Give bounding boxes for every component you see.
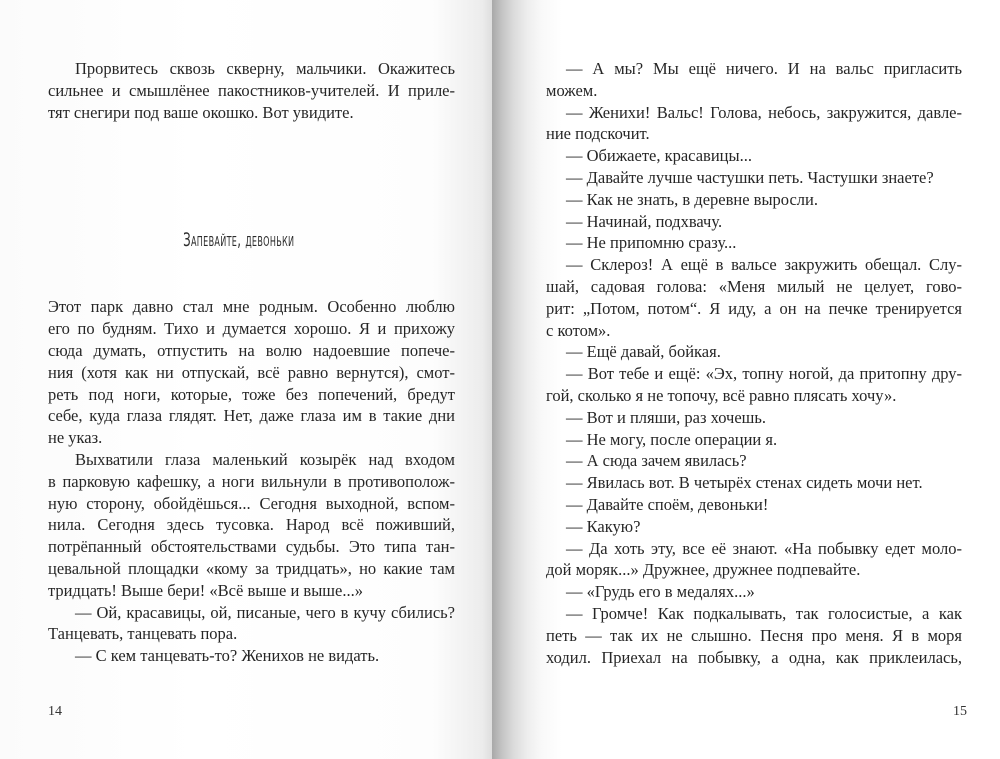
paragraph xyxy=(48,602,455,646)
paragraph xyxy=(546,102,962,146)
text-line: — Явилась вот. В четырёх стенах сидеть мочи нет. xyxy=(566,473,923,493)
paragraph xyxy=(546,341,962,363)
text-line: сильнее и смышлёнее пакостников-учителей. И приле- xyxy=(48,80,455,100)
text-line: ние подскочит. xyxy=(546,124,650,144)
text-line: — Начинай, подхвачу. xyxy=(566,211,723,231)
text-line: — Вот тебе и ещё: «Эх, топну ногой, да притопну дру- xyxy=(566,364,962,384)
text-line: цевальной площадки «кому за тридцать», но какие там xyxy=(48,558,455,578)
text-line: гой, сколько я не топочу, всё равно плясать хочу». xyxy=(546,385,897,405)
text-line: шай, садовая голова: «Меня милый не целует, гово- xyxy=(546,276,962,296)
paragraph xyxy=(546,254,962,341)
text-line: Выхватили глаза маленький козырёк над входом xyxy=(75,449,455,469)
text-line: — Женихи! Вальс! Голова, небось, закружится, давле- xyxy=(566,102,962,122)
text-line: тят снегири под ваше окошко. Вот увидите. xyxy=(48,102,354,122)
paragraph xyxy=(546,189,962,211)
paragraph xyxy=(48,449,455,602)
text-line: ную сторону, обойдёшься... Сегодня выходной, вспом- xyxy=(48,493,455,513)
paragraph xyxy=(546,145,962,167)
text-line: — Не припомню сразу... xyxy=(566,233,737,253)
text-line: ния (хотя как ни отпускай, всё равно вернутся), смот- xyxy=(48,362,455,382)
paragraph xyxy=(546,167,962,189)
paragraph xyxy=(546,450,962,472)
text-line: — С кем танцевать-то? Женихов не видать. xyxy=(75,646,380,666)
text-line: дой моряк...» Дружнее, дружнее подпевайте. xyxy=(546,560,861,580)
page-number-left: 14 xyxy=(48,704,62,719)
page-number-right: 15 xyxy=(953,704,967,719)
text-line: — Какую? xyxy=(566,516,641,536)
paragraph xyxy=(546,516,962,538)
text-line: — А мы? Мы ещё ничего. И на вальс пригласить xyxy=(566,59,962,78)
text-line: можем. xyxy=(546,80,598,100)
text-line: — Давайте споём, девоньки! xyxy=(566,494,769,514)
paragraph xyxy=(546,407,962,429)
text-line: петь — так их не слышно. Песня про меня. Я в моря xyxy=(546,625,962,645)
text-line: потрёпанный обстоятельствами судьбы. Это типа тан- xyxy=(48,537,455,557)
text-line: — Склероз! А ещё в вальсе закружить обещал. Слу- xyxy=(566,255,962,275)
paragraph xyxy=(48,296,455,449)
text-line: — Ещё давай, бойкая. xyxy=(566,342,721,362)
text-line: нила. Сегодня здесь тусовка. Народ всё поживший, xyxy=(48,515,455,535)
text-line: — Обижаете, красавицы... xyxy=(566,146,752,166)
text-line: реть под ноги, которые, тоже без попечений, бредут xyxy=(48,384,455,404)
text-line: — Не могу, после операции я. xyxy=(566,429,778,449)
text-line: рит: „Потом, потом“. Я иду, а он на печке тренируется xyxy=(546,298,962,318)
paragraph xyxy=(546,603,962,668)
text-line: в парковую кафешку, а ноги вильнули в противополож- xyxy=(48,471,455,491)
right-page xyxy=(492,0,1000,759)
paragraph xyxy=(546,472,962,494)
paragraph xyxy=(546,581,962,603)
text-line: — Давайте лучше частушки петь. Частушки знаете? xyxy=(566,167,934,187)
left-page-text xyxy=(48,58,455,667)
paragraph xyxy=(546,494,962,516)
chapter-heading xyxy=(48,123,455,296)
text-line: тридцать! Выше бери! «Всё выше и выше...» xyxy=(48,580,363,600)
text-line: — «Грудь его в медалях...» xyxy=(566,582,755,602)
paragraph xyxy=(48,645,455,667)
paragraph xyxy=(546,232,962,254)
text-line: Прорвитесь сквозь скверну, мальчики. Окажитесь xyxy=(75,59,455,78)
paragraph xyxy=(546,363,962,407)
text-line: Этот парк давно стал мне родным. Особенно люблю xyxy=(48,297,455,317)
text-line: с котом». xyxy=(546,320,611,340)
paragraph xyxy=(546,538,962,582)
text-line: ходил. Приехал на побывку, а одна, как приклеилась, xyxy=(546,647,962,667)
text-line: — Как не знать, в деревне выросли. xyxy=(566,189,818,209)
right-page-text xyxy=(546,58,962,668)
text-line: не указ. xyxy=(48,428,103,448)
text-line: — Вот и пляши, раз хочешь. xyxy=(566,407,767,427)
paragraph xyxy=(546,58,962,102)
text-line: — Громче! Как подкалывать, так голосистые, а как xyxy=(566,603,962,623)
text-line: сюда думать, отпустить на волю надоевшие попече- xyxy=(48,340,455,360)
text-line: его по будням. Тихо и думается хорошо. Я и прихожу xyxy=(48,319,455,339)
chapter-heading-text: Запевайте, девоньки xyxy=(183,229,295,252)
paragraph xyxy=(48,58,455,123)
left-page xyxy=(0,0,492,759)
text-line: себе, куда глаза глядят. Нет, даже глаза им в такие дни xyxy=(48,406,455,426)
text-line: — Да хоть эту, все её знают. «На побывку едет моло- xyxy=(566,538,962,558)
text-line: — Ой, красавицы, ой, писаные, чего в кучу сбились? xyxy=(75,602,455,622)
paragraph xyxy=(546,211,962,233)
text-line: Танцевать, танцевать пора. xyxy=(48,624,238,644)
paragraph xyxy=(546,429,962,451)
text-line: — А сюда зачем явилась? xyxy=(566,451,747,471)
